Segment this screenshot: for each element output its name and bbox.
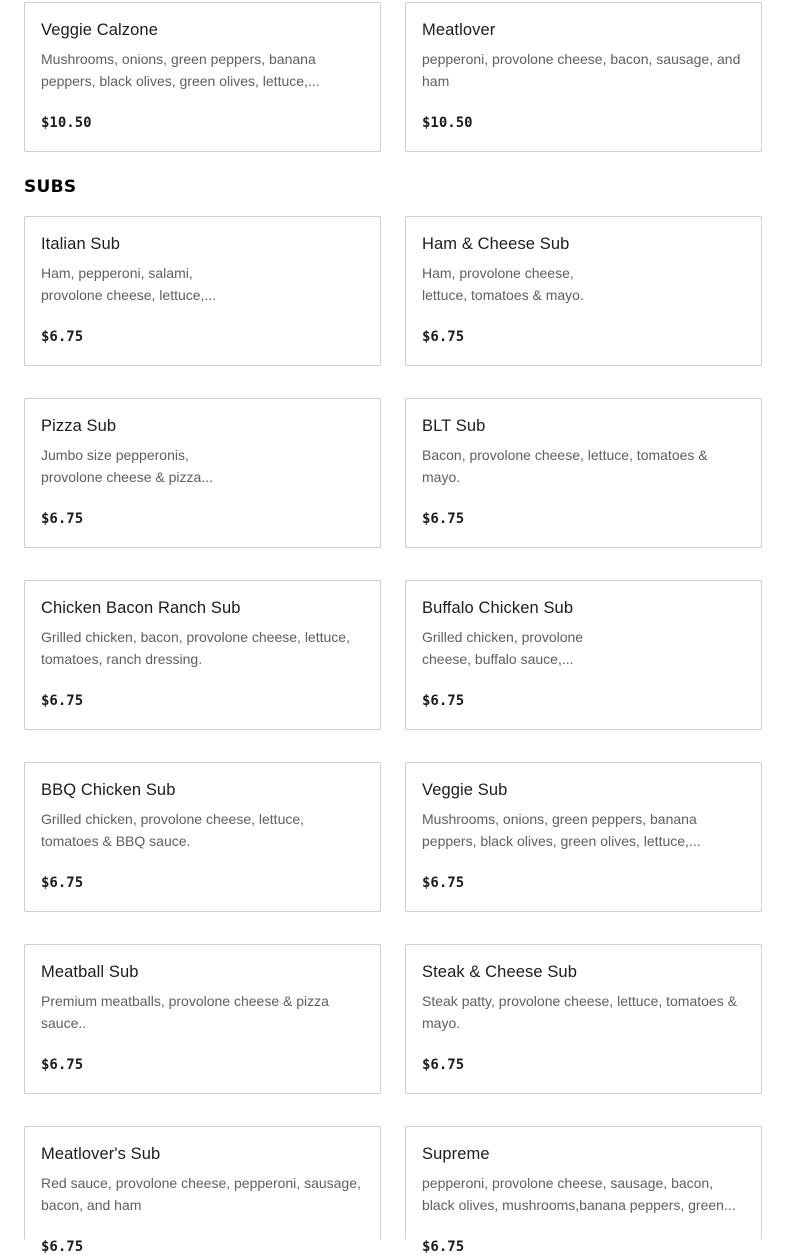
menu-item-name: Chicken Bacon Ranch Sub [41,599,241,617]
menu-item-card[interactable] [405,944,762,1094]
menu-item-price: $6.75 [41,1057,84,1073]
menu-item-description: Grilled chicken, provolone cheese, lettuce, tomatoes & BBQ sauce. [41,811,305,849]
menu-item-card[interactable] [24,944,381,1094]
menu-item-description: pepperoni, provolone cheese, bacon, sausage, and ham [422,51,741,89]
menu-item-price: $6.75 [422,1239,465,1255]
menu-item-name: BLT Sub [422,417,486,435]
menu-item-price: $6.75 [422,511,465,527]
menu-item-name: Meatball Sub [41,963,139,981]
menu-item-price: $6.75 [422,875,465,891]
menu-item-price: $6.75 [41,693,84,709]
menu-item-name: Steak & Cheese Sub [422,963,577,981]
menu-item-price: $6.75 [422,1057,465,1073]
menu-item-description: Steak patty, provolone cheese, lettuce, tomatoes & mayo. [422,993,737,1031]
menu-item-description: Grilled chicken, provolone cheese, buffalo sauce,... [422,629,584,667]
menu-item-name: Meatlover [422,21,496,39]
menu-item-card[interactable] [405,580,762,730]
menu-item-name: Pizza Sub [41,417,117,435]
menu-item-price: $6.75 [422,329,465,345]
menu-item-card[interactable] [24,2,381,152]
menu-item-price: $10.50 [422,115,473,131]
menu-item-price: $10.50 [41,115,92,131]
menu-item-name: Ham & Cheese Sub [422,235,570,253]
menu-item-description: Jumbo size pepperonis, provolone cheese & pizza... [41,447,213,485]
menu-item-price: $6.75 [41,1239,84,1255]
menu-item-description: pepperoni, provolone cheese, sausage, bacon, black olives, mushrooms,banana peppers, green... [422,1175,736,1213]
menu-item-description: Bacon, provolone cheese, lettuce, tomatoes & mayo. [422,447,708,485]
section-title-subs: SUBS [24,177,77,197]
menu-item-price: $6.75 [41,329,84,345]
menu-item-card[interactable] [24,1126,381,1255]
menu-item-name: Meatlover's Sub [41,1145,161,1163]
menu-item-card[interactable] [24,580,381,730]
menu-item-card[interactable] [405,216,762,366]
menu-item-card[interactable] [405,398,762,548]
menu-item-name: Supreme [422,1145,490,1163]
menu-item-card[interactable] [405,1126,762,1255]
menu-item-price: $6.75 [422,693,465,709]
menu-item-description: Mushrooms, onions, green peppers, banana peppers, black olives, green olives, lettuce,... [41,51,320,89]
menu-item-name: Italian Sub [41,235,121,253]
menu-item-price: $6.75 [41,875,84,891]
menu-item-card[interactable] [24,398,381,548]
menu-item-name: BBQ Chicken Sub [41,781,176,799]
menu-item-description: Premium meatballs, provolone cheese & pizza sauce.. [41,993,329,1031]
menu-item-price: $6.75 [41,511,84,527]
menu-item-card[interactable] [405,2,762,152]
menu-item-name: Buffalo Chicken Sub [422,599,574,617]
menu-item-card[interactable] [24,762,381,912]
menu-item-description: Mushrooms, onions, green peppers, banana peppers, black olives, green olives, lettuce,... [422,811,701,849]
menu-item-name: Veggie Calzone [41,21,158,39]
menu-item-card[interactable] [405,762,762,912]
menu-item-description: Red sauce, provolone cheese, pepperoni, sausage, bacon, and ham [41,1175,361,1213]
menu-item-description: Ham, provolone cheese, lettuce, tomatoes & mayo. [422,265,584,303]
menu-item-description: Grilled chicken, bacon, provolone cheese, lettuce, tomatoes, ranch dressing. [41,629,350,667]
menu-item-card[interactable] [24,216,381,366]
menu-item-description: Ham, pepperoni, salami, provolone cheese, lettuce,... [41,265,217,303]
menu-item-name: Veggie Sub [422,781,508,799]
